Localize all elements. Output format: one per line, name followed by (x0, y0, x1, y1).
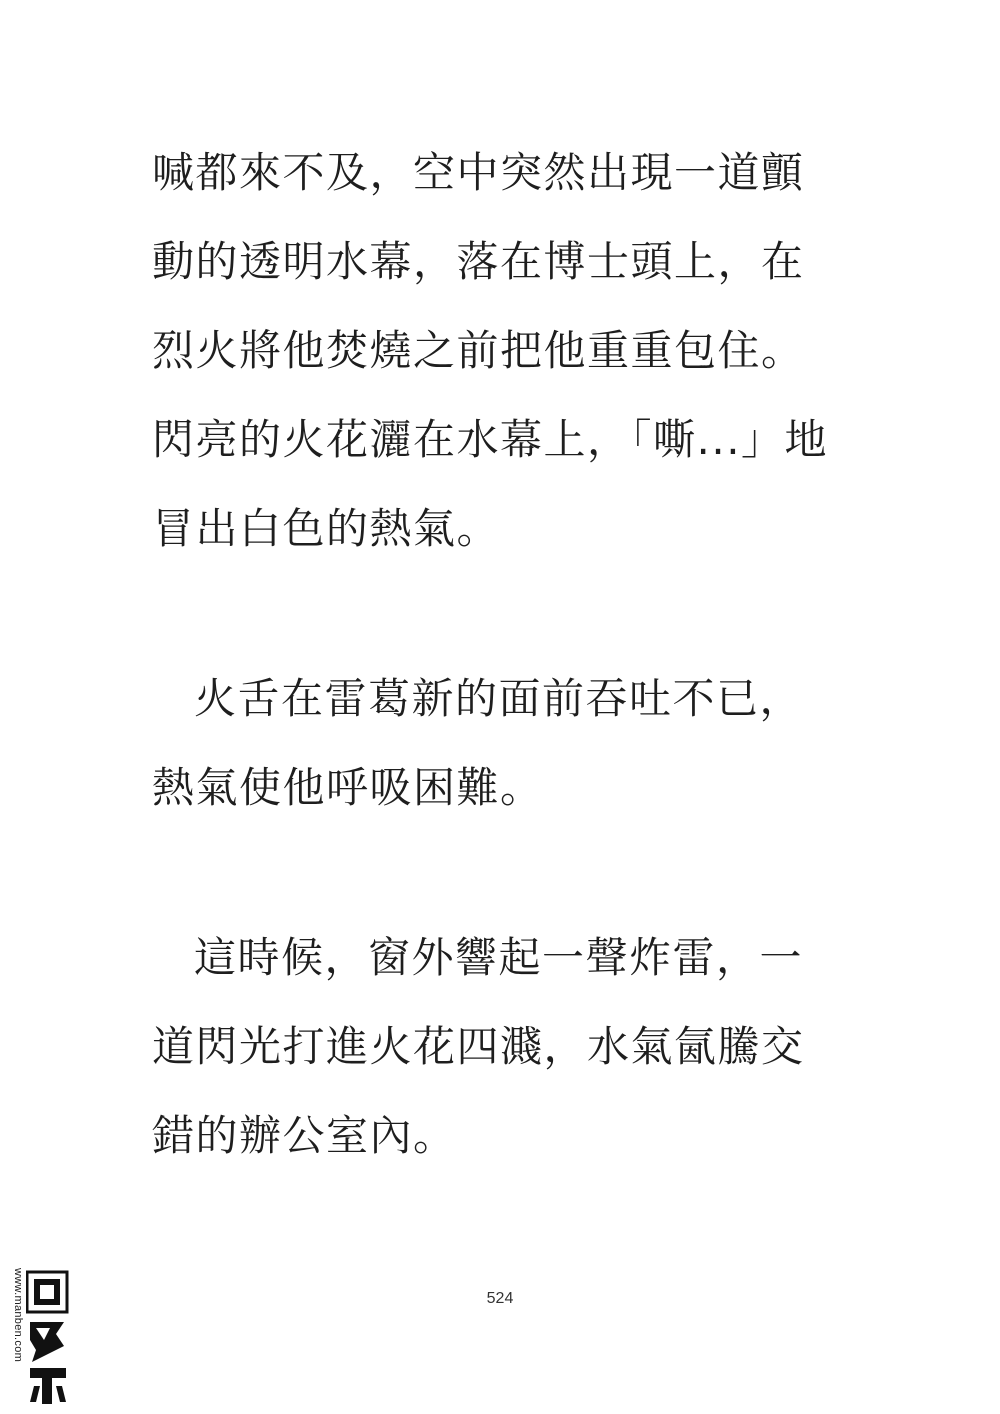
text-line: 道閃光打進火花四濺，水氣氤騰交 (152, 1022, 805, 1071)
text-line: 烈火將他焚燒之前把他重重包住。 (152, 326, 805, 375)
paragraph-2 (152, 654, 872, 832)
watermark-logo-icon (26, 1270, 70, 1406)
text-line: 錯的辦公室內。 (152, 1111, 457, 1160)
text-line: 這時候，窗外響起一聲炸雷，一 (194, 933, 804, 982)
text-line: 火舌在雷葛新的面前吞吐不已， (194, 674, 804, 723)
text-line: 熱氣使他呼吸困難。 (152, 763, 544, 812)
body-text (152, 128, 872, 1180)
paragraph-gap (152, 832, 872, 913)
watermark-url: www.manben.com (12, 1268, 24, 1363)
text-line: 冒出白色的熱氣。 (152, 504, 501, 553)
page-number: 524 (486, 1290, 514, 1307)
watermark (8, 1268, 70, 1408)
text-line: 喊都來不及，空中突然出現一道顫 (152, 148, 805, 197)
paragraph-3 (152, 913, 872, 1180)
text-line: 動的透明水幕，落在博士頭上，在 (152, 237, 805, 286)
paragraph-1 (152, 128, 872, 573)
paragraph-gap (152, 573, 872, 654)
text-line: 閃亮的火花灑在水幕上，「嘶...」地 (152, 415, 829, 464)
